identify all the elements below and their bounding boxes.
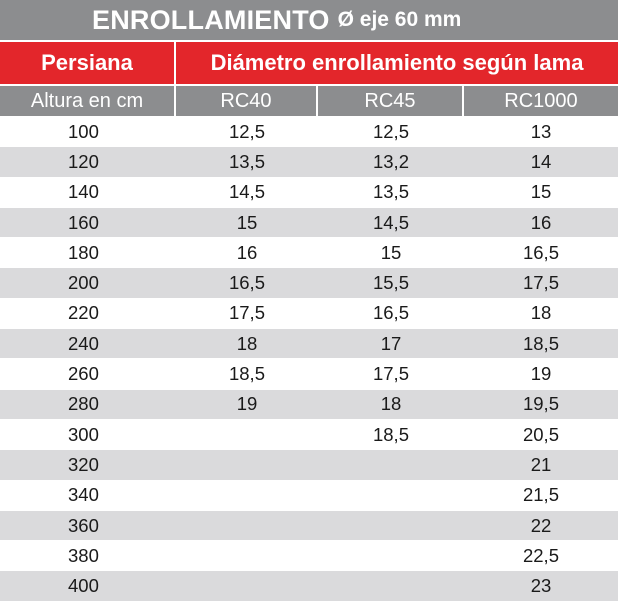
cell-rc45: 16,5 bbox=[372, 302, 409, 324]
subheader-rc40: RC40 bbox=[176, 86, 318, 116]
table-row bbox=[0, 540, 618, 570]
subheader-rc45: RC45 bbox=[318, 86, 464, 116]
cell-rc1000: 16 bbox=[530, 211, 552, 233]
subheader-row bbox=[0, 84, 618, 116]
table-row bbox=[0, 207, 618, 237]
header-persiana: Persiana bbox=[0, 42, 176, 84]
cell-rc40 bbox=[176, 571, 318, 600]
cell-rc1000: 22 bbox=[530, 514, 552, 536]
cell-rc45 bbox=[318, 541, 464, 570]
cell-rc1000: 16,5 bbox=[522, 241, 559, 263]
table-row bbox=[0, 510, 618, 540]
cell-rc45: 17,5 bbox=[372, 363, 409, 385]
cell-rc40 bbox=[176, 511, 318, 540]
table-row bbox=[0, 570, 618, 600]
cell-rc45 bbox=[318, 481, 464, 510]
cell-rc1000: 19,5 bbox=[522, 393, 559, 415]
cell-rc45: 13,5 bbox=[372, 181, 409, 203]
cell-rc45: 18,5 bbox=[372, 423, 409, 445]
cell-rc45: 13,2 bbox=[372, 150, 409, 172]
cell-rc45: 17 bbox=[380, 332, 402, 354]
table-row bbox=[0, 237, 618, 267]
cell-altura: 300 bbox=[68, 423, 99, 445]
cell-altura: 280 bbox=[68, 393, 99, 415]
cell-rc40: 15 bbox=[236, 211, 258, 233]
cell-altura: 380 bbox=[68, 544, 99, 566]
cell-rc40: 18,5 bbox=[228, 363, 265, 385]
cell-rc45: 14,5 bbox=[372, 211, 409, 233]
table-row bbox=[0, 298, 618, 328]
cell-rc45 bbox=[318, 571, 464, 600]
cell-altura: 320 bbox=[68, 453, 99, 475]
cell-rc40 bbox=[176, 481, 318, 510]
cell-rc45 bbox=[318, 511, 464, 540]
table-body bbox=[0, 116, 618, 601]
cell-rc1000: 22,5 bbox=[522, 544, 559, 566]
cell-rc40: 13,5 bbox=[228, 150, 265, 172]
title-main: ENROLLAMIENTO bbox=[92, 4, 330, 35]
cell-rc1000: 21 bbox=[530, 453, 552, 475]
subheader-rc1000: RC1000 bbox=[504, 89, 578, 112]
cell-rc40: 16,5 bbox=[228, 272, 265, 294]
cell-rc1000: 14 bbox=[530, 150, 552, 172]
cell-altura: 260 bbox=[68, 363, 99, 385]
cell-rc45: 15 bbox=[380, 241, 402, 263]
cell-rc1000: 18,5 bbox=[522, 332, 559, 354]
cell-rc1000: 20,5 bbox=[522, 423, 559, 445]
table-row bbox=[0, 116, 618, 146]
cell-rc1000: 13 bbox=[530, 120, 552, 142]
cell-rc45: 15,5 bbox=[372, 272, 409, 294]
cell-rc1000: 23 bbox=[530, 575, 552, 597]
table-row bbox=[0, 177, 618, 207]
header-diametro-group: Diámetro enrollamiento según lama bbox=[210, 50, 584, 75]
cell-altura: 220 bbox=[68, 302, 99, 324]
cell-altura: 120 bbox=[68, 150, 99, 172]
table-row bbox=[0, 480, 618, 510]
cell-rc45 bbox=[318, 450, 464, 479]
cell-rc40 bbox=[176, 450, 318, 479]
cell-altura: 200 bbox=[68, 272, 99, 294]
title-subtitle: Ø eje 60 mm bbox=[337, 8, 462, 31]
cell-rc45: 18 bbox=[380, 393, 402, 415]
cell-rc40: 12,5 bbox=[228, 120, 265, 142]
table-row bbox=[0, 267, 618, 297]
cell-rc1000: 15 bbox=[530, 181, 552, 203]
table-title bbox=[0, 0, 618, 40]
cell-rc1000: 19 bbox=[530, 363, 552, 385]
cell-rc40 bbox=[176, 420, 318, 449]
cell-rc40: 19 bbox=[236, 393, 258, 415]
cell-altura: 140 bbox=[68, 181, 99, 203]
cell-altura: 360 bbox=[68, 514, 99, 536]
cell-rc45: 12,5 bbox=[372, 120, 409, 142]
cell-rc1000: 18 bbox=[530, 302, 552, 324]
table-row bbox=[0, 146, 618, 176]
table-row bbox=[0, 419, 618, 449]
subheader-altura: Altura en cm bbox=[0, 86, 176, 116]
cell-rc40 bbox=[176, 541, 318, 570]
cell-rc40: 18 bbox=[236, 332, 258, 354]
cell-rc40: 16 bbox=[236, 241, 258, 263]
cell-altura: 240 bbox=[68, 332, 99, 354]
cell-altura: 400 bbox=[68, 575, 99, 597]
cell-altura: 160 bbox=[68, 211, 99, 233]
table-row bbox=[0, 449, 618, 479]
cell-altura: 100 bbox=[68, 120, 99, 142]
cell-rc40: 17,5 bbox=[228, 302, 265, 324]
cell-rc40: 14,5 bbox=[228, 181, 265, 203]
table-row bbox=[0, 328, 618, 358]
table-row bbox=[0, 389, 618, 419]
cell-rc1000: 21,5 bbox=[522, 484, 559, 506]
cell-altura: 340 bbox=[68, 484, 99, 506]
cell-rc1000: 17,5 bbox=[522, 272, 559, 294]
cell-altura: 180 bbox=[68, 241, 99, 263]
header-row bbox=[0, 40, 618, 84]
table-row bbox=[0, 358, 618, 388]
